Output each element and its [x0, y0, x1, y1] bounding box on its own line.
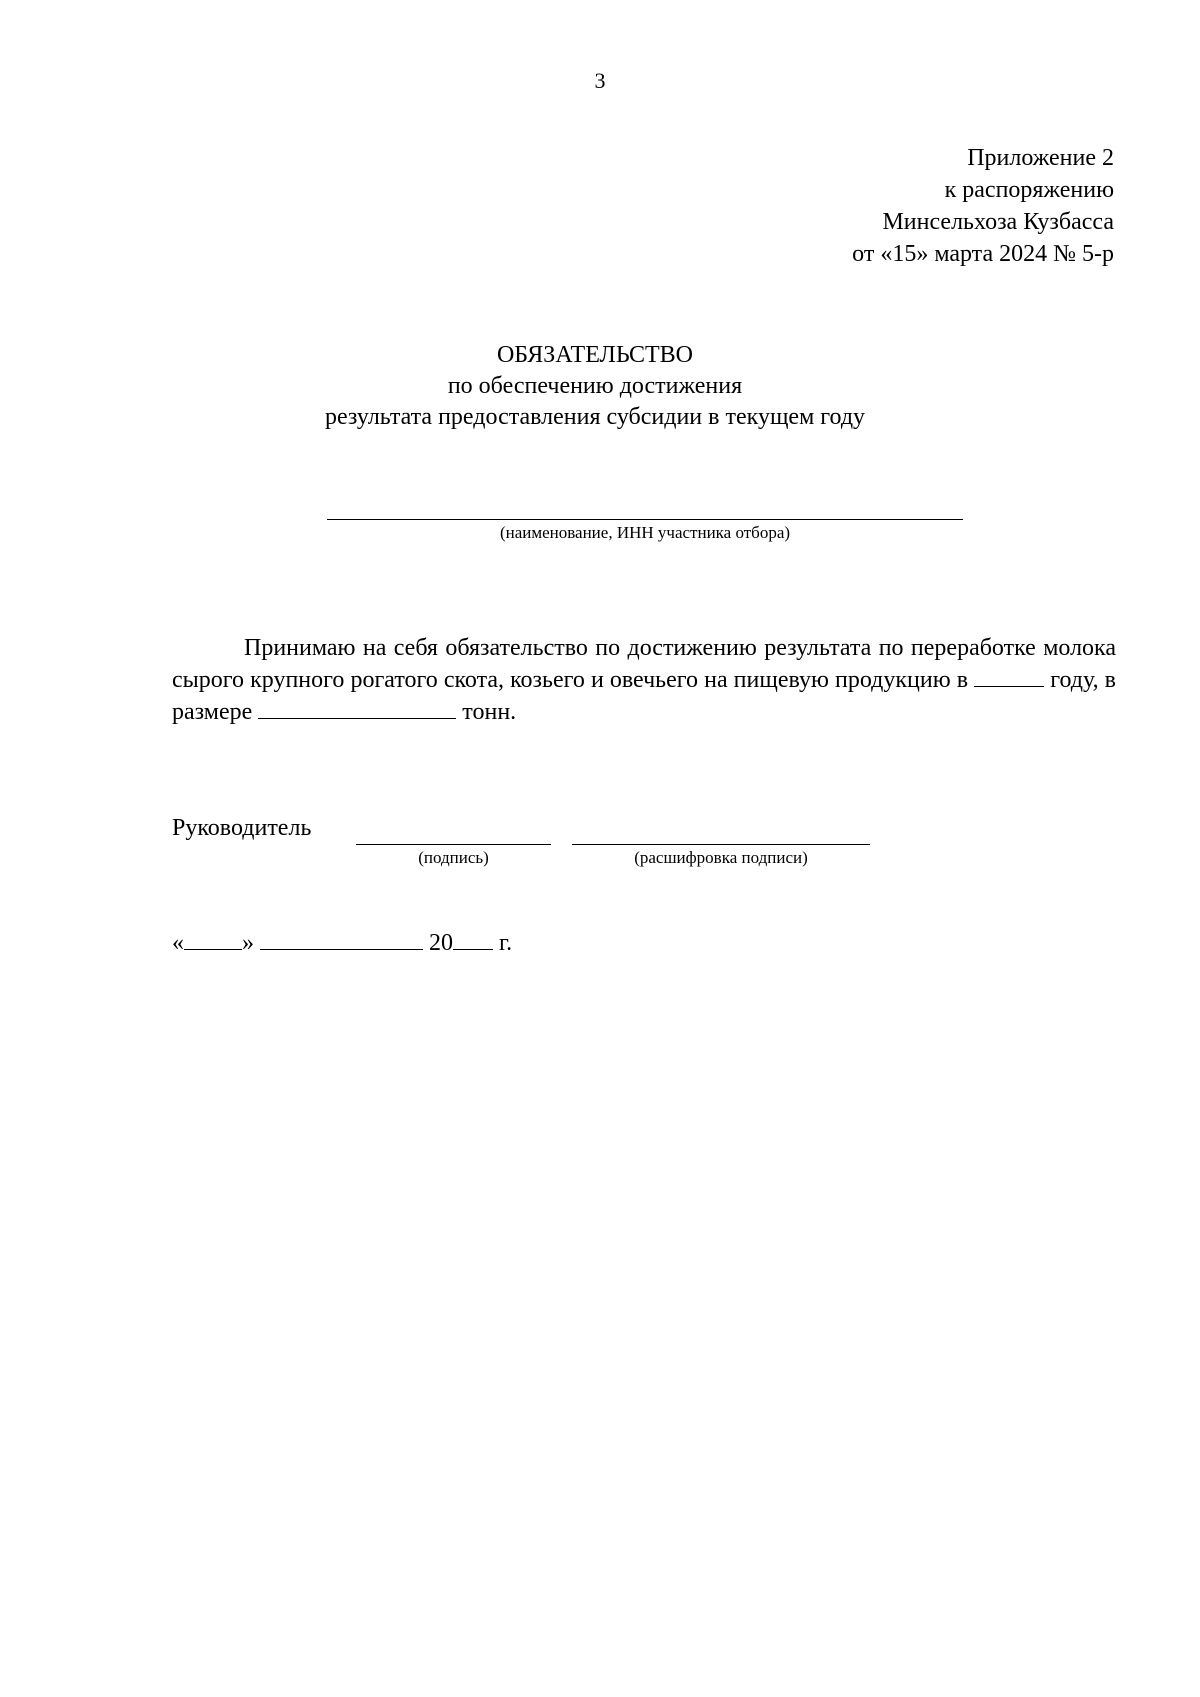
- obligation-text-part-2: году, в размере: [172, 667, 1116, 725]
- signature-caption: (подпись): [418, 848, 489, 867]
- signature-field[interactable]: [356, 844, 551, 845]
- appendix-header: [852, 142, 1114, 270]
- obligation-paragraph: [172, 632, 1116, 728]
- date-open-quote: «: [172, 930, 184, 956]
- signature-decoding-field[interactable]: [572, 844, 870, 845]
- month-field[interactable]: [260, 929, 423, 950]
- appendix-line-2: к распоряжению: [944, 177, 1114, 203]
- tonnage-field[interactable]: [258, 698, 456, 719]
- date-century: 20: [429, 930, 453, 956]
- year-suffix-field[interactable]: [453, 929, 493, 950]
- document-title: [0, 340, 1190, 433]
- title-main: ОБЯЗАТЕЛЬСТВО: [496, 342, 694, 368]
- participant-name-caption: (наименование, ИНН участника отбора): [499, 523, 791, 542]
- date-close-quote: »: [242, 930, 254, 956]
- page-number: 3: [594, 68, 606, 93]
- appendix-line-1: Приложение 2: [967, 145, 1114, 171]
- date-row: [172, 927, 512, 959]
- date-year-abbrev: г.: [499, 930, 513, 956]
- day-field[interactable]: [184, 929, 242, 950]
- appendix-line-4: от «15» марта 2024 № 5-р: [852, 241, 1114, 267]
- signature-label: Руководитель: [172, 815, 312, 841]
- signature-decoding-caption: (расшифровка подписи): [634, 848, 808, 867]
- signature-row: [172, 812, 311, 844]
- appendix-line-3: Минсельхоза Кузбасса: [882, 209, 1114, 235]
- title-line-3: результата предоставления субсидии в текущем году: [324, 404, 866, 430]
- obligation-text-part-1: Принимаю на себя обязательство по достижению результата по переработке молока сырого крупного рогатого скота, козьего и овечьего на пищевую продукцию в: [172, 635, 1116, 693]
- title-line-2: по обеспечению достижения: [447, 373, 743, 399]
- year-field[interactable]: [974, 666, 1044, 687]
- obligation-text-part-3: тонн.: [462, 699, 517, 725]
- participant-name-field[interactable]: [327, 519, 963, 520]
